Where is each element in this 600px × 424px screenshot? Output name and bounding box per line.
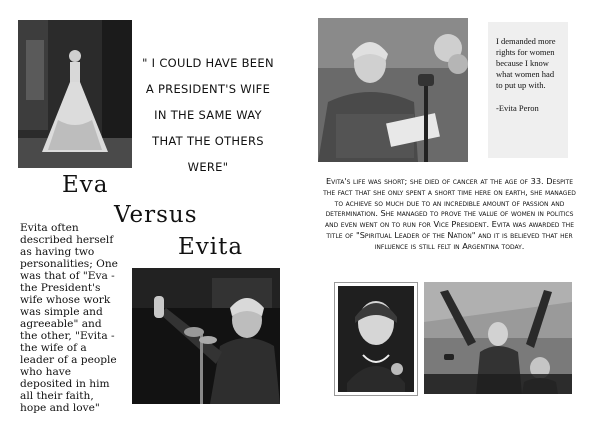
quote-box (488, 22, 568, 158)
title-evita: Evita (178, 234, 244, 260)
title-eva: Eva (62, 172, 109, 198)
quote-box-text: I demanded more rights for women because I know what women had to put up with. (496, 36, 556, 90)
speech-desk-photo (318, 18, 468, 162)
microphone-speech-photo (132, 268, 280, 404)
quote-box-attribution: -Evita Peron (496, 103, 539, 113)
ballgown-photo (18, 20, 132, 168)
description-right: Evita's life was short; she died of cancer at the age of 33. Despite the fact that she only spent a short time here on earth, she managed to achieve so much due to an incredible amount of passion and determination. She managed to prove the value of women in politics and even went on to run for Vice President. Evita was awarded the title of "Spiritual Leader of the Nation" and it is believed that her influence is still felt in Argentina today. (323, 176, 576, 251)
balcony-wave-photo (424, 282, 572, 394)
title-versus: Versus (114, 202, 198, 228)
description-left: Evita often described herself as having two personalities; One was that of "Eva - the President's wife whose work was simple and agreeable" and the other, "Evita - the wife of a leader of a people who have deposited in him all their faith, hope and love" (20, 222, 118, 414)
portrait-photo (334, 282, 418, 396)
quote-left: " I COULD HAVE BEEN A PRESIDENT'S WIFE IN THE SAME WAY THAT THE OTHERS WERE" (142, 56, 274, 174)
